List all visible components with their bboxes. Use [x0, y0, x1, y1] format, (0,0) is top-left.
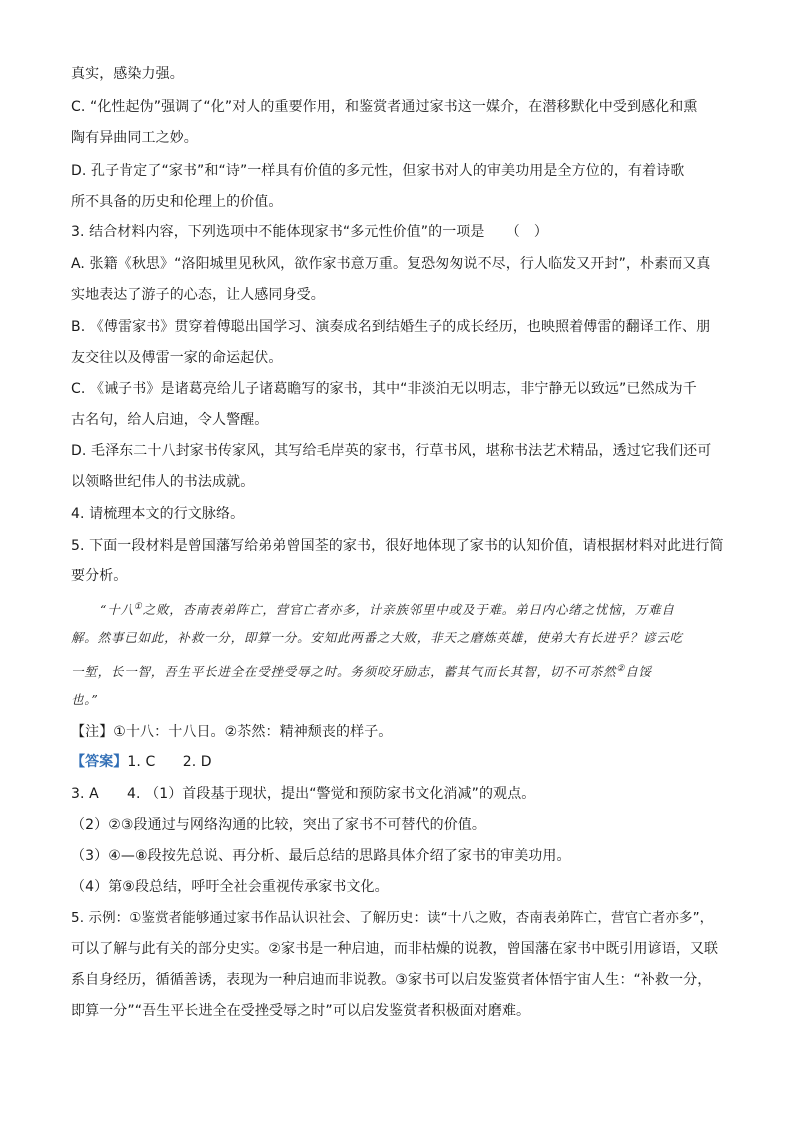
letter-line: 也。” — [71, 692, 99, 707]
answer-line: 系自身经历，循循善诱，表现为一种启迪而非说教。③家书可以启发鉴赏者体悟宇宙人生：“补救一分， — [71, 972, 712, 988]
answer-line: 可以了解与此有关的部分史实。②家书是一种启迪，而非枯燥的说教，曾国藩在家书中既引用谚语，又联 — [71, 941, 719, 957]
answer-line: 5. 示例：①鉴赏者能够通过家书作品认识社会、了解历史：读“十八之败，杏南表弟阵亡，营官亡者亦多”， — [71, 910, 714, 926]
answer-line: （2）②③段通过与网络沟通的比较，突出了家书不可替代的价值。 — [71, 817, 487, 833]
text-line: 实地表达了游子的心态，让人感同身受。 — [71, 287, 325, 303]
text-line: 所不具备的历史和伦理上的价值。 — [71, 194, 283, 210]
option-c-line: C. 《诫子书》是诸葛亮给儿子诸葛瞻写的家书，其中“非淡泊无以明志，非宁静无以致远”已然成为千 — [71, 381, 697, 397]
answer-line: （3）④—⑧段按先总说、再分析、最后总结的思路具体介绍了家书的审美功用。 — [71, 848, 571, 864]
option-d-line: D. 孔子肯定了“家书”和“诗”一样具有价值的多元性，但家书对人的审美功用是全方位的，有着诗歌 — [71, 163, 685, 179]
text-line: 以领略世纪伟人的书法成就。 — [71, 474, 255, 490]
letter-line: 解。然事已如此，补救一分，即算一分。安知此两番之大败，非天之磨炼英雄，使弟大有长进乎？谚云吃 — [71, 630, 683, 645]
text-line: 真实，感染力强。 — [71, 66, 184, 82]
letter-line: “十八①之败，杏南表弟阵亡，营官亡者亦多，计亲族邻里中或及于难。弟日内心绪之忧恼，万难自 — [100, 602, 675, 618]
answer-line: 即算一分”“吾生平长进全在受挫受辱之时”可以启发鉴赏者积极面对磨难。 — [71, 1003, 531, 1019]
question-5: 5. 下面一段材料是曾国藩写给弟弟曾国荃的家书，很好地体现了家书的认知价值，请根据材料对此进行简 — [71, 538, 724, 554]
option-a-line: A. 张籍《秋思》“洛阳城里见秋风，欲作家书意万重。复恐匆匆说不尽，行人临发又开封”，朴素而又真 — [71, 256, 711, 272]
text-line: 古名句，给人启迪，令人警醒。 — [71, 412, 269, 428]
answer-line: 3. A 4. （1）首段基于现状，提出“警觉和预防家书文化消减”的观点。 — [71, 786, 536, 802]
option-d-line: D. 毛泽东二十八封家书传家风，其写给毛岸英的家书，行草书风，堪称书法艺术精品，透过它我们还可 — [71, 443, 712, 459]
letter-line: 一堑，长一智，吾生平长进全在受挫受辱之时。务须咬牙励志，蓄其气而长其智，切不可苶然②自馁 — [71, 664, 652, 680]
answer-tag: 【答案】 — [71, 754, 128, 770]
question-3: 3. 结合材料内容，下列选项中不能体现家书“多元性价值”的一项是 （ ） — [71, 224, 549, 240]
answer-header: 【答案】1. C 2. D — [71, 754, 212, 770]
option-c-line: C. “化性起伪”强调了“化”对人的重要作用，和鉴赏者通过家书这一媒介，在潜移默化中受到感化和熏 — [71, 99, 698, 115]
answer-line: （4）第⑨段总结，呼吁全社会重视传承家书文化。 — [71, 879, 389, 895]
text-line: 要分析。 — [71, 568, 128, 584]
option-b-line: B. 《傅雷家书》贯穿着傅聪出国学习、演奏成名到结婚生子的成长经历，也映照着傅雷的翻译工作、朋 — [71, 319, 711, 335]
text-line: 友交往以及傅雷一家的命运起伏。 — [71, 350, 283, 366]
question-4: 4. 请梳理本文的行文脉络。 — [71, 506, 245, 522]
text-line: 陶有异曲同工之妙。 — [71, 130, 198, 146]
annotation-note: 【注】①十八：十八日。②苶然：精神颓丧的样子。 — [71, 724, 393, 740]
